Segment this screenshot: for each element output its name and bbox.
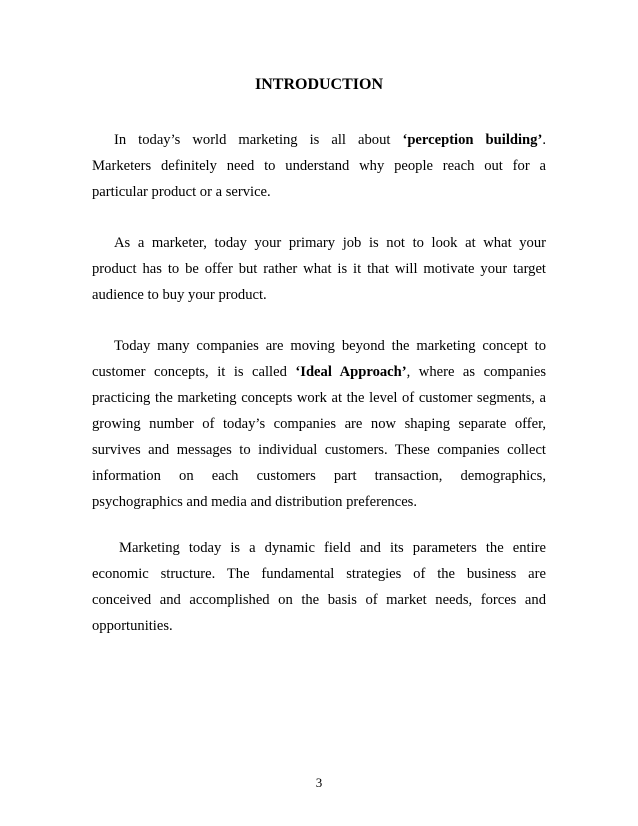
paragraph-line: economic structure. The fundamental strategies of the business are — [92, 566, 546, 582]
document-title: INTRODUCTION — [254, 76, 383, 93]
paragraph-line: audience to buy your product. — [92, 287, 267, 303]
paragraph-line: Marketing today is a dynamic field and its parameters the entire — [119, 540, 546, 556]
paragraph-1 — [92, 127, 546, 205]
paragraph-line: conceived and accomplished on the basis of market needs, forces and — [92, 592, 546, 608]
paragraph-line: In today’s world marketing is all about ‘perception building’. — [114, 132, 546, 148]
paragraph-line: opportunities. — [92, 618, 173, 634]
paragraph-line: As a marketer, today your primary job is not to look at what your — [114, 235, 546, 251]
paragraph-line: customer concepts, it is called ‘Ideal Approach’, where as companies — [92, 364, 546, 380]
paragraph-line: psychographics and media and distribution preferences. — [92, 494, 418, 510]
paragraph-line: Marketers definitely need to understand why people reach out for a — [92, 158, 546, 174]
paragraph-line: survives and messages to individual customers. These companies collect — [92, 442, 546, 458]
page-number: 3 — [315, 775, 323, 790]
paragraph-3 — [92, 333, 546, 515]
paragraph-2 — [92, 230, 546, 308]
paragraph-line: growing number of today’s companies are now shaping separate offer, — [92, 416, 546, 432]
paragraph-4 — [92, 535, 546, 639]
paragraph-line: information on each customers part transaction, demographics, — [92, 468, 546, 484]
bold-phrase: ‘perception building’ — [402, 132, 543, 148]
paragraph-line: product has to be offer but rather what is it that will motivate your target — [92, 261, 546, 277]
paragraph-line: practicing the marketing concepts work at the level of customer segments, a — [92, 390, 546, 406]
paragraph-line: particular product or a service. — [92, 184, 271, 200]
bold-phrase: ‘Ideal Approach’ — [295, 364, 407, 380]
paragraph-line: Today many companies are moving beyond the marketing concept to — [114, 338, 546, 354]
